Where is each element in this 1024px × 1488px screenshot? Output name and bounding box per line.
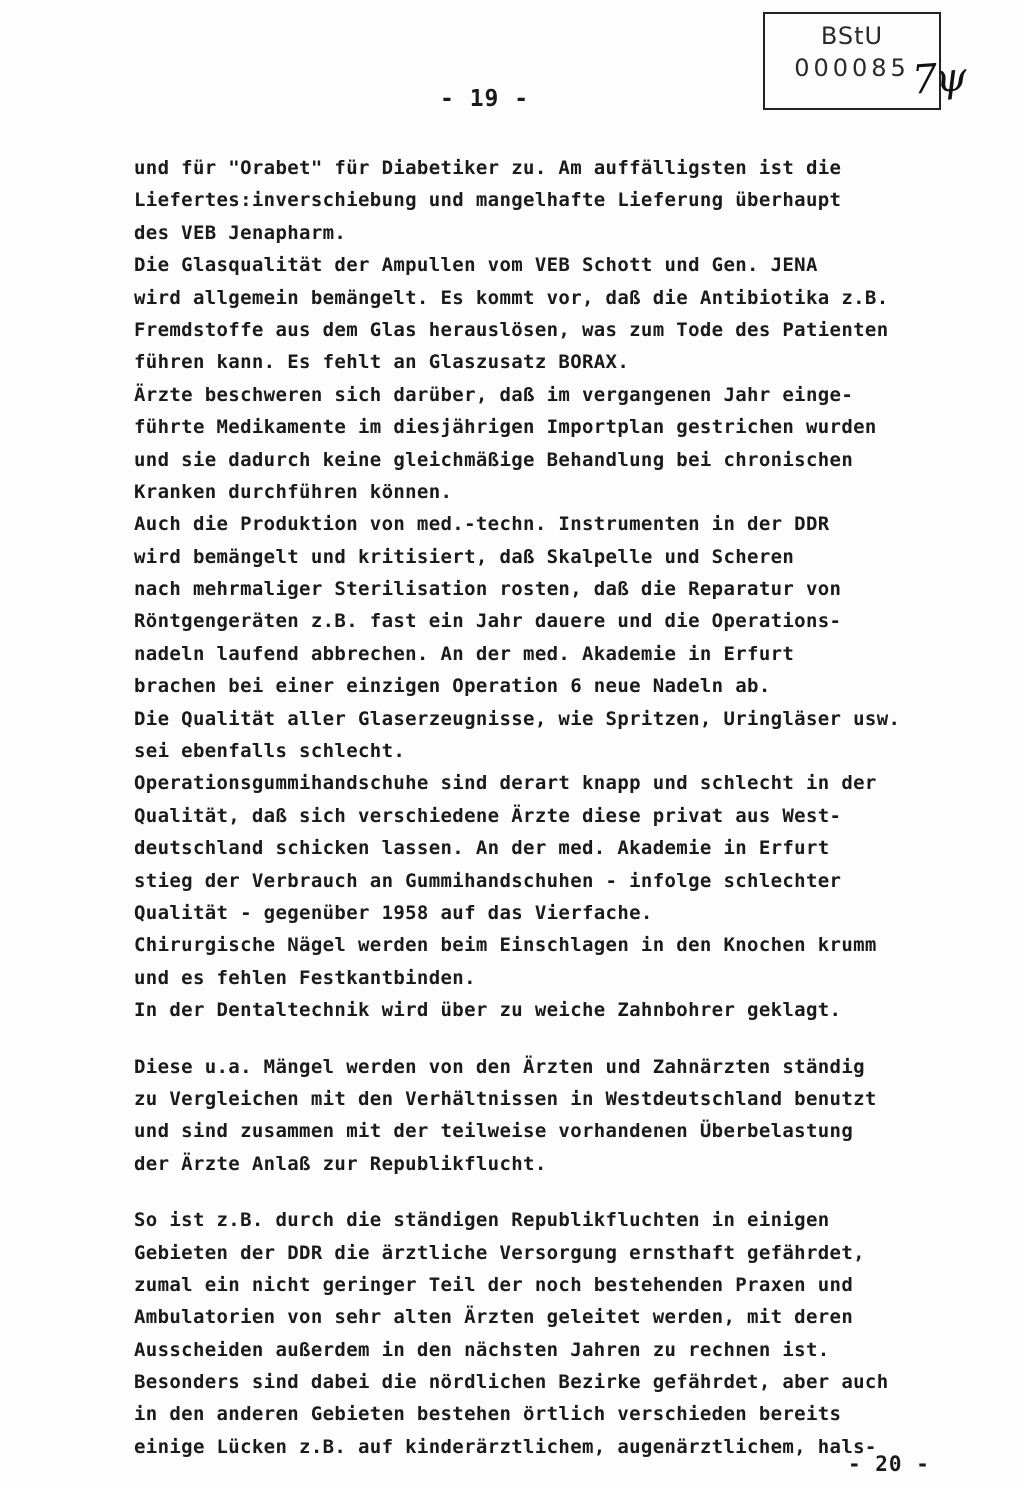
text-line: in den anderen Gebieten bestehen örtlich verschieden bereits — [134, 1403, 842, 1426]
text-line: wird allgemein bemängelt. Es kommt vor, daß die Antibiotika z.B. — [134, 286, 889, 309]
text-line: führte Medikamente im diesjährigen Importplan gestrichen wurden — [134, 416, 877, 439]
text-line: stieg der Verbrauch an Gummihandschuhen - infolge schlechter — [134, 869, 842, 892]
text-line: nach mehrmaliger Sterilisation rosten, daß die Reparatur von — [134, 578, 842, 601]
text-line: des VEB Jenapharm. — [134, 221, 347, 244]
text-line: Ambulatorien von sehr alten Ärzten geleitet werden, mit deren — [134, 1306, 854, 1329]
text-line: Besonders sind dabei die nördlichen Bezirke gefährdet, aber auch — [134, 1371, 889, 1394]
text-line: Diese u.a. Mängel werden von den Ärzten und Zahnärzten ständig — [134, 1055, 865, 1078]
text-line: wird bemängelt und kritisiert, daß Skalpelle und Scheren — [134, 545, 795, 568]
text-line: Ärzte beschweren sich darüber, daß im vergangenen Jahr einge- — [134, 383, 854, 406]
paragraph — [134, 152, 994, 1027]
text-line: und es fehlen Festkantbinden. — [134, 966, 476, 989]
page-number-bottom: - 20 - — [848, 1452, 930, 1476]
text-line: Ausscheiden außerdem in den nächsten Jahren zu rechnen ist. — [134, 1338, 830, 1361]
text-line: und für "Orabet" für Diabetiker zu. Am auffälligsten ist die — [134, 157, 842, 179]
text-line: Auch die Produktion von med.-techn. Instrumenten in der DDR — [134, 513, 830, 536]
text-line: Operationsgummihandschuhe sind derart knapp und schlecht in der — [134, 772, 877, 795]
handwritten-annotation: 7ψ — [910, 54, 967, 104]
text-line: brachen bei einer einzigen Operation 6 neue Nadeln ab. — [134, 675, 771, 698]
text-line: Fremdstoffe aus dem Glas herauslösen, was zum Tode des Patienten — [134, 318, 889, 341]
paragraph-gap — [134, 1027, 994, 1051]
text-line: einige Lücken z.B. auf kinderärztlichem, augenärztlichem, hals- — [134, 1435, 877, 1458]
text-line: Die Qualität aller Glaserzeugnisse, wie Spritzen, Uringläser usw. — [134, 707, 901, 730]
body-text — [134, 152, 994, 1463]
text-line: nadeln laufend abbrechen. An der med. Akademie in Erfurt — [134, 642, 795, 665]
text-line: und sie dadurch keine gleichmäßige Behandlung bei chronischen — [134, 448, 854, 471]
text-line: Gebieten der DDR die ärztliche Versorgung ernsthaft gefährdet, — [134, 1241, 865, 1264]
text-line: Qualität, daß sich verschiedene Ärzte diese privat aus West- — [134, 804, 842, 827]
text-line: Qualität - gegenüber 1958 auf das Vierfache. — [134, 901, 653, 924]
text-line: Liefertes:inverschiebung und mangelhafte Lieferung überhaupt — [134, 189, 842, 212]
page-number-top: - 19 - — [440, 86, 530, 112]
paragraph-gap — [134, 1180, 994, 1204]
text-line: und sind zusammen mit der teilweise vorhandenen Überbelastung — [134, 1120, 854, 1143]
text-line: Die Glasqualität der Ampullen vom VEB Schott und Gen. JENA — [134, 254, 818, 277]
text-line: Kranken durchführen können. — [134, 480, 453, 503]
paragraph — [134, 1051, 994, 1181]
text-line: deutschland schicken lassen. An der med. Akademie in Erfurt — [134, 837, 830, 860]
stamp-number: 000085 — [794, 54, 910, 82]
text-line: der Ärzte Anlaß zur Republikflucht. — [134, 1152, 547, 1175]
text-line: In der Dentaltechnik wird über zu weiche Zahnbohrer geklagt. — [134, 999, 842, 1022]
text-line: Röntgengeräten z.B. fast ein Jahr dauere und die Operations- — [134, 610, 842, 633]
text-line: führen kann. Es fehlt an Glaszusatz BORAX. — [134, 351, 630, 374]
stamp-label: BStU — [820, 22, 884, 50]
text-line: So ist z.B. durch die ständigen Republikfluchten in einigen — [134, 1209, 830, 1232]
text-line: zu Vergleichen mit den Verhältnissen in Westdeutschland benutzt — [134, 1087, 877, 1110]
text-line: Chirurgische Nägel werden beim Einschlagen in den Knochen krumm — [134, 934, 877, 957]
paragraph — [134, 1204, 994, 1463]
text-line: zumal ein nicht geringer Teil der noch bestehenden Praxen und — [134, 1273, 854, 1296]
text-line: sei ebenfalls schlecht. — [134, 740, 406, 763]
